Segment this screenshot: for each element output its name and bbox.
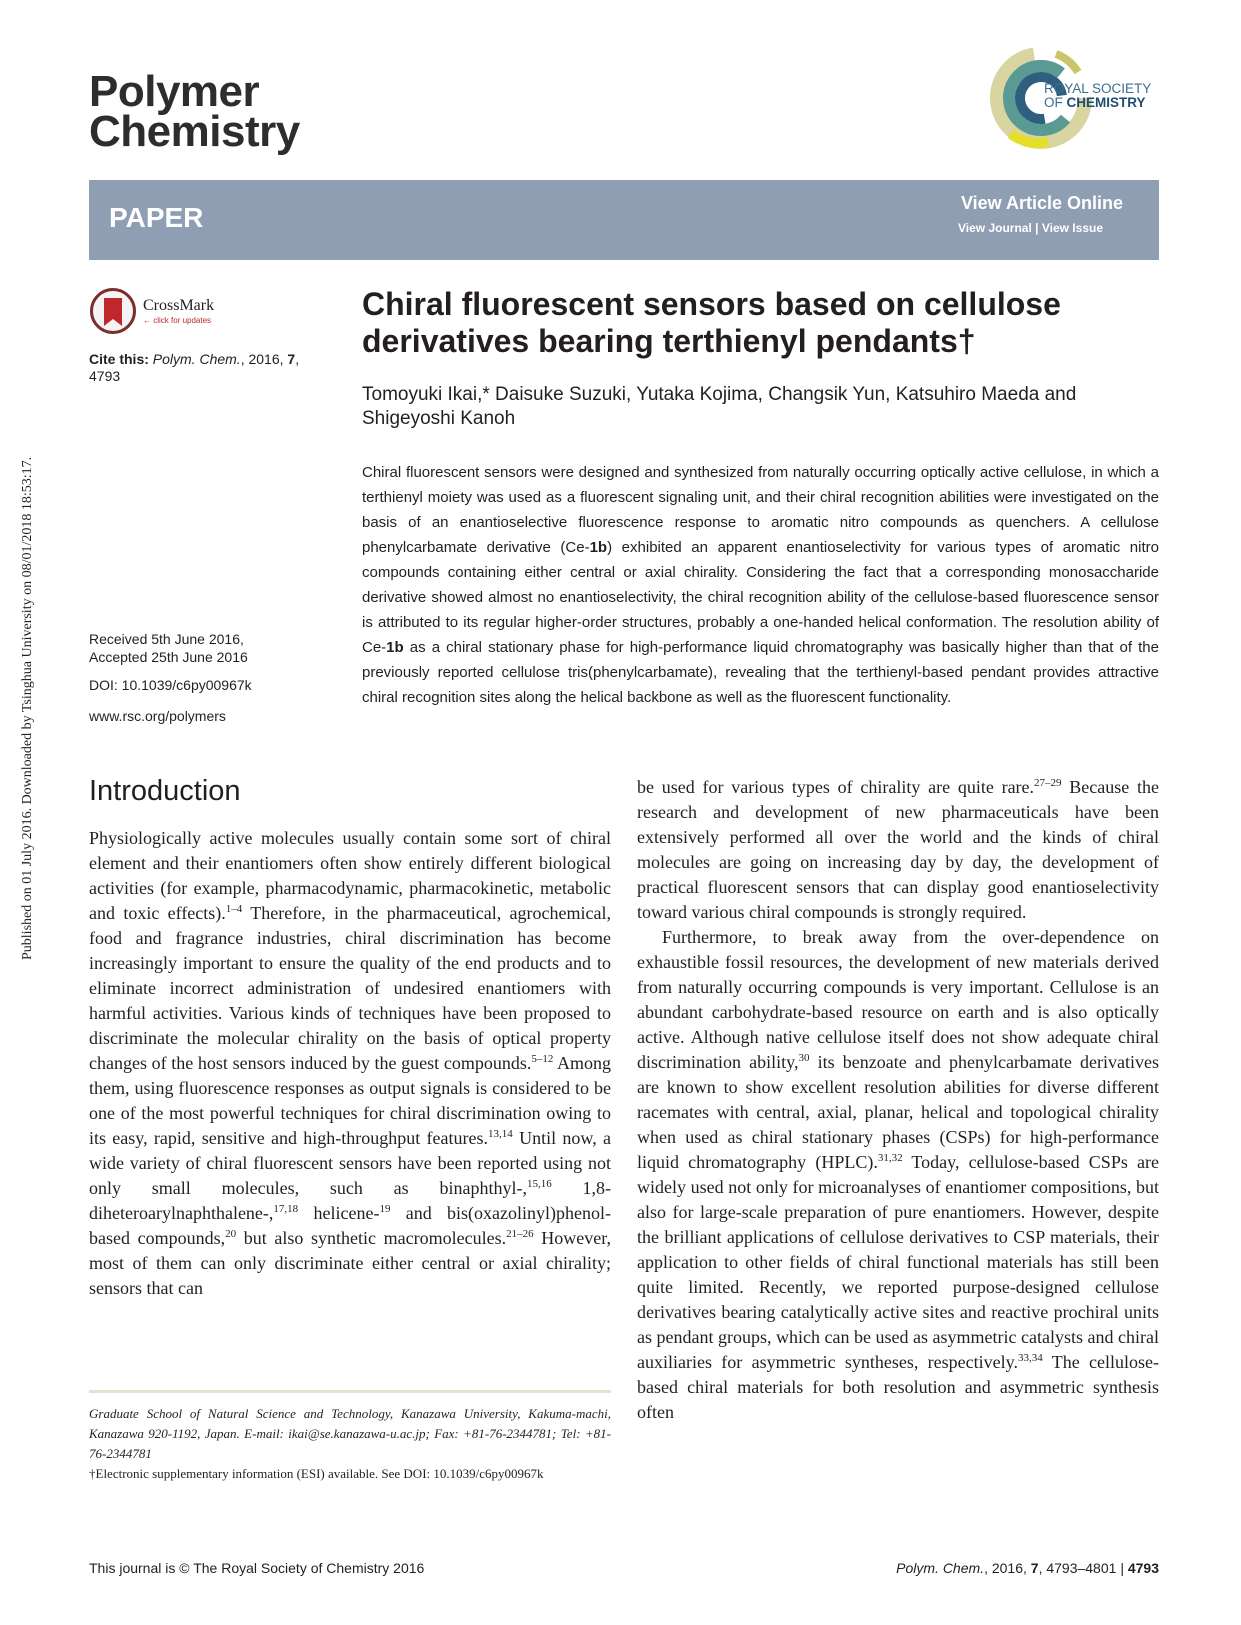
text-run: helicene- — [298, 1203, 380, 1223]
article-banner — [89, 180, 1159, 260]
journal-website-link[interactable]: www.rsc.org/polymers — [89, 708, 226, 724]
rsc-wordmark-of: OF — [1044, 95, 1067, 110]
section-heading: Introduction — [89, 775, 241, 807]
view-article-online-link[interactable]: View Article Online — [960, 193, 1123, 213]
text-run: and bis(oxazolinyl)phenol-based compounds, — [89, 1203, 612, 1248]
text-run: Among them, using fluorescence responses as output signals is considered to be one of the most powerful techniques for chiral discrimination owing to its easy, rapid, sensitive and high-throughput features. — [89, 1053, 611, 1148]
abstract-part2: ) exhibited an apparent enantioselectivity for various types of aromatic nitro compounds containing either central or axial chirality. Considering the fact that a corresponding monosaccharide derivative showed almost no enantioselectivity, the chiral recognition ability of the cellulose-based fluorescence sensor is attributed to its regular higher-order structures, probably a one-handed helical conformation. The resolution ability of Ce- — [362, 539, 1159, 656]
crossmark-subtitle-text: click for updates — [153, 316, 212, 325]
compound-label: 1b — [386, 639, 404, 656]
citation-ref[interactable]: 5–12 — [531, 1053, 554, 1065]
link-separator: | — [1035, 221, 1039, 235]
article-title: Chiral fluorescent sensors based on cellulose derivatives bearing terthienyl pendants† — [362, 286, 1061, 359]
compound-label: 1b — [589, 539, 608, 556]
citation-ref[interactable]: 13,14 — [488, 1128, 513, 1140]
view-issue-link[interactable]: View Issue — [1041, 221, 1103, 235]
footer-pages: , 4793–4801 — [1038, 1560, 1117, 1576]
citation-ref[interactable]: 27–29 — [1034, 777, 1062, 789]
accepted-date: Accepted 25th June 2016 — [89, 649, 248, 665]
cite-journal: Polym. Chem. — [152, 351, 241, 367]
crossmark-badge[interactable] — [90, 288, 230, 338]
cite-page: 4793 — [89, 368, 121, 384]
citation-ref[interactable]: 17,18 — [273, 1203, 299, 1215]
crossmark-icon — [90, 288, 136, 334]
cite-separator: , — [295, 351, 300, 367]
body-column-left — [89, 826, 611, 1301]
abstract — [362, 460, 1159, 710]
citation-ref[interactable]: 30 — [798, 1052, 810, 1064]
text-run: Because the research and development of new pharmaceuticals have been extensively performed all over the world and the kinds of chiral molecules are going on increasing day by day, the development of practical fluorescent sensors that can display good enantioselectivity toward various chiral compounds is strongly required. — [637, 777, 1159, 922]
esi-note-text: Electronic supplementary information (ESI) available. See DOI: 10.1039/c6py00967k — [95, 1466, 544, 1481]
footer-separator: | — [1120, 1560, 1124, 1576]
journal-name — [89, 67, 300, 156]
cite-year: , 2016, — [240, 351, 288, 367]
journal-issue-links — [958, 221, 1103, 235]
paragraph — [637, 775, 1159, 925]
text-run: Furthermore, to break away from the over-dependence on exhaustible fossil resources, the development of new materials derived from naturally occurring compounds is very important. Cellulose is an abundant carbohydrate-based resource on earth and is also optically active. Although native cellulose itself does not show adequate chiral discrimination ability, — [637, 927, 1159, 1072]
text-run: its benzoate and phenylcarbamate derivatives are known to show excellent resolution abilities for diverse different racemates with central, axial, planar, helical and topological chirality when used as chiral stationary phases (CSPs) for high-performance liquid chromatography (HPLC). — [637, 1052, 1159, 1172]
citation-ref[interactable]: 15,16 — [526, 1178, 552, 1190]
journal-name-line1: Polymer — [89, 67, 260, 116]
abstract-part3: as a chiral stationary phase for high-performance liquid chromatography was basically higher than that of the previously reported cellulose tris(phenylcarbamate), revealing that the terthienyl-based pendant provides attractive chiral recognition sites along the helical backbone as well as the fluorescent functionality. — [362, 639, 1159, 706]
citation-ref[interactable]: 31,32 — [877, 1152, 903, 1164]
received-date: Received 5th June 2016, — [89, 631, 244, 647]
citation-ref[interactable]: 21–26 — [506, 1228, 534, 1240]
article-type-label: PAPER — [109, 202, 204, 233]
text-run: Physiologically active molecules usually contain some sort of chiral element and their enantiomers often show entirely different biological activities (for example, pharmacodynamic, pharmacokinetic, metabolic and toxic effects). — [89, 828, 611, 923]
citation-ref[interactable]: 19 — [379, 1203, 391, 1215]
text-run: Until now, a wide variety of chiral fluorescent sensors have been reported using not only small molecules, such as binaphthyl-, — [89, 1128, 611, 1198]
abstract-part1: Chiral fluorescent sensors were designed and synthesized from naturally occurring optically active cellulose, in which a terthienyl moiety was used as a fluorescent signaling unit, and their chiral recognition abilities were investigated on the basis of an enantioselective fluorescence response to aromatic nitro compounds as quenchers. A cellulose phenylcarbamate derivative (Ce- — [362, 464, 1159, 556]
rsc-wordmark-chemistry: CHEMISTRY — [1066, 95, 1146, 110]
text-run: The cellulose-based chiral materials for both resolution and asymmetric synthesis often — [637, 1352, 1159, 1422]
crossmark-subtitle: ← click for updates — [143, 316, 212, 325]
author-list-line1: Tomoyuki Ikai,* Daisuke Suzuki, Yutaka Kojima, Changsik Yun, Katsuhiro Maeda and — [362, 384, 1077, 405]
footnote-divider — [89, 1390, 611, 1393]
paragraph — [637, 925, 1159, 1425]
publication-stamp — [6, 360, 35, 960]
cite-volume: 7 — [287, 351, 296, 367]
text-run: but also synthetic macromolecules. — [236, 1228, 507, 1248]
author-list — [362, 383, 1162, 431]
citation-ref[interactable]: 1–4 — [225, 903, 243, 915]
page-citation-footer — [896, 1560, 1159, 1576]
rsc-wordmark-line1: ROYAL SOCIETY — [1044, 81, 1152, 96]
text-run: However, most of them can only discriminate either central or axial chirality; sensors that can — [89, 1228, 611, 1298]
citation-ref[interactable]: 20 — [225, 1228, 237, 1240]
citation — [89, 351, 319, 385]
text-run: Today, cellulose-based CSPs are widely used not only for microanalyses of enantiomer compositions, but also for large-scale preparation of pure enantiomers. However, despite the brilliant applications of cellulose derivatives to CSP materials, their application to other fields of chiral functional materials has still been quite limited. Recently, we reported purpose-designed cellulose derivatives bearing catalytically active sites and reactive prochiral units as pendant groups, which can be used as asymmetric catalysts and chiral auxiliaries for asymmetric syntheses, respectively. — [637, 1152, 1159, 1372]
text-run: Therefore, in the pharmaceutical, agrochemical, food and fragrance industries, chiral discrimination has become increasingly important to ensure the quality of the end products and to eliminate incorrect administration of undesired enantiomers with harmful activities. Various kinds of techniques have been proposed to discriminate the molecular chirality on the basis of optical property changes of the host sensors induced by the guest compounds. — [89, 903, 611, 1073]
footer-journal: Polym. Chem. — [896, 1560, 985, 1576]
doi[interactable]: DOI: 10.1039/c6py00967k — [89, 677, 252, 693]
text-run: be used for various types of chirality are quite rare. — [637, 777, 1035, 797]
esi-note — [89, 1464, 611, 1484]
rsc-wordmark-line2 — [1044, 96, 1151, 110]
paragraph — [89, 826, 611, 1301]
text-run: 1,8-diheteroarylnaphthalene-, — [89, 1178, 611, 1223]
view-journal-link[interactable]: View Journal — [957, 221, 1032, 235]
footer-year: , 2016, — [984, 1560, 1031, 1576]
copyright-footer: This journal is © The Royal Society of Chemistry 2016 — [89, 1560, 425, 1576]
page-number: 4793 — [1127, 1560, 1159, 1576]
crossmark-title: CrossMark — [143, 297, 215, 314]
dagger-mark: † — [89, 1466, 96, 1481]
rsc-wordmark — [1044, 82, 1151, 110]
body-column-right — [637, 775, 1159, 1425]
footer-volume: 7 — [1030, 1560, 1039, 1576]
footnotes — [89, 1404, 611, 1484]
publication-stamp-text: Published on 01 July 2016. Downloaded by Tsinghua University on 08/01/2018 18:53:17. — [20, 456, 35, 960]
journal-name-line2: Chemistry — [89, 107, 300, 156]
cite-label: Cite this: — [89, 351, 149, 367]
author-list-line2: Shigeyoshi Kanoh — [362, 408, 516, 429]
author-affiliation: Graduate School of Natural Science and Technology, Kanazawa University, Kakuma-machi, Kanazawa 920-1192, Japan. E-mail: ikai@se.kanazawa-u.ac.jp; Fax: +81-76-2344781; Tel: +81-76-2344781 — [89, 1406, 611, 1461]
rsc-logo — [986, 42, 1156, 152]
citation-ref[interactable]: 33,34 — [1017, 1352, 1043, 1364]
